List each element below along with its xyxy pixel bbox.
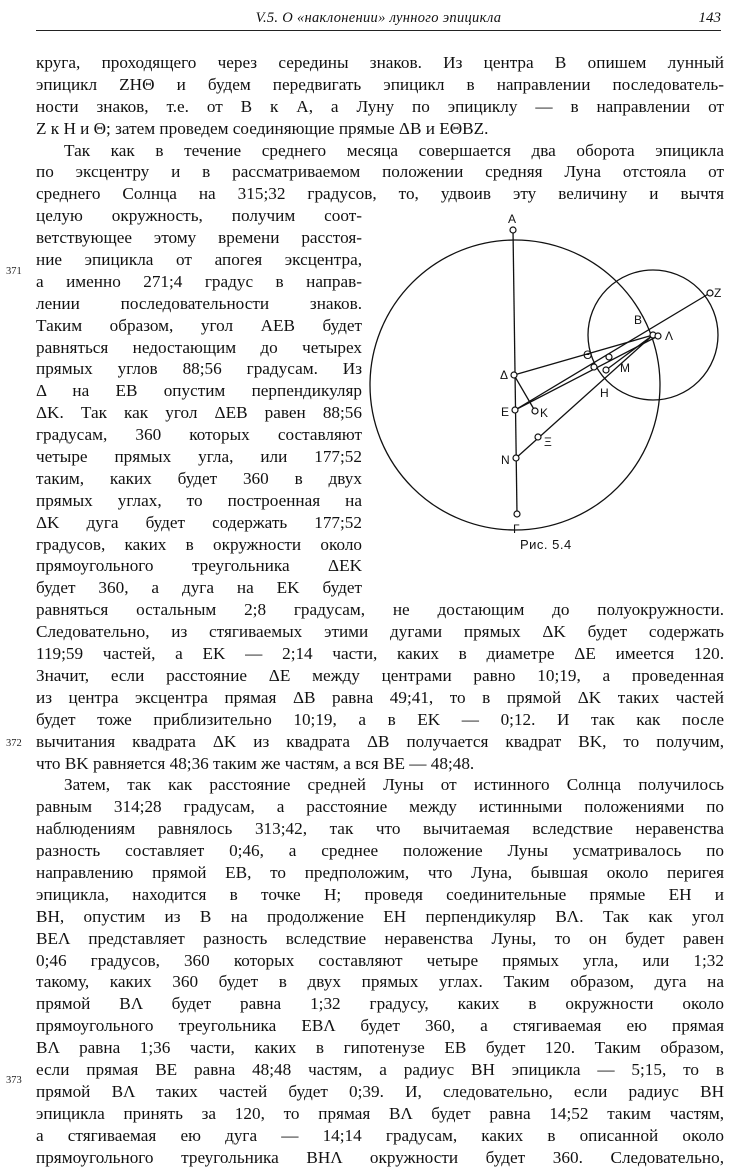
label-E: E xyxy=(501,405,510,419)
text-line: 119;59 частей, а EK — 2;14 части, каких в диаметре ΔE имеется 120. xyxy=(36,644,724,664)
text-line: ности знаков, т.е. от B к A, а Луну по эпициклу — в направлении от xyxy=(36,96,724,116)
line-E-Z xyxy=(515,293,710,410)
text-line: Δ на EB опустим перпендикуляр xyxy=(36,381,362,401)
text-line: Таким образом, угол AEB будет xyxy=(36,315,362,335)
running-title: V.5. О «наклонении» лунного эпицикла xyxy=(255,10,502,26)
text-line: прямой BΛ будет равна 1;32 градусу, каких в окружности около xyxy=(36,994,724,1014)
text-line: 0;46 градусов, 360 которых составляют четыре прямых угла, или 1;32 xyxy=(36,950,724,970)
text-line: направлению прямой EB, то предположим, что Луна, бывшая около перигея xyxy=(36,862,724,882)
header-rule xyxy=(36,30,721,31)
label-Z: Z xyxy=(714,286,722,300)
point-Lambda xyxy=(655,333,661,339)
text-line: вычитания квадрата ΔK из квадрата ΔB получается квадрат BK, то получим, xyxy=(36,731,724,751)
text-line: такому, каких 360 будет в двух прямых углах. Таким образом, дуга на xyxy=(36,972,724,992)
text-line: таким, каких будет 360 в двух xyxy=(36,468,362,488)
text-line: ветствующее этому времени расстоя- xyxy=(36,228,362,248)
text-line: ΔK. Так как угол ΔEB равен 88;56 xyxy=(36,403,362,423)
label-M: M xyxy=(620,361,630,375)
margin-number-373: 373 xyxy=(6,1075,22,1086)
label-H: H xyxy=(600,386,609,400)
text-line: Затем, так как расстояние средней Луны от истинного Солнца получилось xyxy=(64,775,724,795)
point-M xyxy=(606,354,612,360)
point-Gamma xyxy=(514,511,520,517)
text-line: если прямая BE равна 48;48 частям, а радиус BH эпицикла — 5;15, то в xyxy=(36,1059,724,1079)
text-line: Так как в течение среднего месяца совершается два оборота эпицикла xyxy=(64,140,724,160)
text-line: равняться остальным 2;8 градусам, не достающим до полуокружности. xyxy=(36,600,724,620)
text-line: ΔK дуга будет содержать 177;52 xyxy=(36,512,362,532)
label-Gamma: Γ xyxy=(513,522,520,536)
text-line: по эксцентру и в рассматриваемом положении средняя Луна отстояла от xyxy=(36,162,724,182)
text-line: прямых углов 88;56 градусам. Из xyxy=(36,359,362,379)
text-line: градусов, каких в окружности около xyxy=(36,534,362,554)
figure-caption: Рис. 5.4 xyxy=(520,537,572,552)
text-line: лении последовательности знаков. xyxy=(36,293,362,313)
label-Xi: Ξ xyxy=(544,435,552,449)
text-line: а стягиваемая ею дуга — 14;14 градусам, каких в описанной около xyxy=(36,1125,724,1145)
text-line: прямоугольного треугольника EBΛ будет 360, а стягиваемая ею прямая xyxy=(36,1016,724,1036)
point-N xyxy=(513,455,519,461)
text-line: эпицикла принять за 120, то прямая BΛ будет равна 14;52 таким частям, xyxy=(36,1103,724,1123)
label-A: A xyxy=(508,212,517,226)
text-line: четыре прямых угла, или 177;52 xyxy=(36,447,362,467)
text-line: будет тоже приблизительно 10;19, а в EK — 0;12. И так как после xyxy=(36,709,724,729)
label-B: B xyxy=(634,313,643,327)
point-H xyxy=(603,367,609,373)
text-line: прямых углах, то построенная на xyxy=(36,490,362,510)
point-Delta xyxy=(511,372,517,378)
text-line: Z к H и Θ; затем проведем соединяющие прямые ΔB и EΘBZ. xyxy=(36,118,489,138)
text-line: что BK равняется 48;36 таким же частям, а вся BE — 48;48. xyxy=(36,753,475,773)
point-A xyxy=(510,227,516,233)
point-Theta xyxy=(591,364,597,370)
point-Xi xyxy=(535,434,541,440)
text-line: BH, опустим из B на продолжение EH перпендикуляр BΛ. Так как угол xyxy=(36,906,724,926)
text-line: ние эпицикла от апогея эксцентра, xyxy=(36,250,362,270)
text-line: равняться недостающим до четырех xyxy=(36,337,362,357)
text-line: разность составляет 0;46, а среднее положение Луны усматривалось по xyxy=(36,841,724,861)
label-Delta: Δ xyxy=(500,368,509,382)
text-line: целую окружность, получим соот- xyxy=(36,206,362,226)
text-line: эпицикла, находится в точке H; проведя соединительные прямые EH и xyxy=(36,884,724,904)
point-Z xyxy=(707,290,713,296)
text-line: градусам, 360 которых составляют xyxy=(36,425,362,445)
text-line: прямой BΛ таких частей будет 0;39. И, следовательно, если радиус BH xyxy=(36,1081,724,1101)
point-K xyxy=(532,408,538,414)
text-line: BΛ равна 1;36 части, каких в гипотенузе EB будет 120. Таким образом, xyxy=(36,1038,724,1058)
text-line: среднего Солнца на 315;32 градусов, то, удвоив эту величину и вычтя xyxy=(36,184,724,204)
text-line: а именно 271;4 градус в направ- xyxy=(36,271,362,291)
figure-5-4-diagram xyxy=(368,207,730,567)
margin-number-372: 372 xyxy=(6,738,22,749)
text-line: Значит, если расстояние ΔE между центрами равно 10;19, а проведенная xyxy=(36,665,724,685)
text-line: BEΛ представляет разность вследствие неравенства Луны, то он будет равен xyxy=(36,928,724,948)
label-Theta: Θ xyxy=(583,348,593,362)
label-N: N xyxy=(501,453,510,467)
text-line: прямоугольного треугольника BHΛ окружности будет 360. Следовательно, xyxy=(36,1147,724,1167)
text-line: Следовательно, из стягиваемых этими дугами прямых ΔK будет содержать xyxy=(36,622,724,642)
margin-number-371: 371 xyxy=(6,266,22,277)
running-header xyxy=(36,6,721,32)
text-line: из центра эксцентра прямая ΔB равна 49;41, то в прямой ΔK таких частей xyxy=(36,687,724,707)
text-line: наблюдениям равнялось 313;42, так что вычитаемая вследствие неравенства xyxy=(36,819,724,839)
text-line: эпицикл ZHΘ и будем передвигать эпицикл в направлении последователь- xyxy=(36,74,724,94)
point-E xyxy=(512,407,518,413)
label-K: K xyxy=(540,406,549,420)
text-line: равным 314;28 градусам, а расстояние между истинными положениями по xyxy=(36,797,724,817)
page-number: 143 xyxy=(698,10,721,26)
text-line: круга, проходящего через середины знаков. Из центра B опишем лунный xyxy=(36,53,724,72)
text-line: прямоугольного треугольника ΔEK xyxy=(36,556,362,576)
label-Lambda: Λ xyxy=(665,329,674,343)
text-line: будет 360, а дуга на EK будет xyxy=(36,578,362,598)
